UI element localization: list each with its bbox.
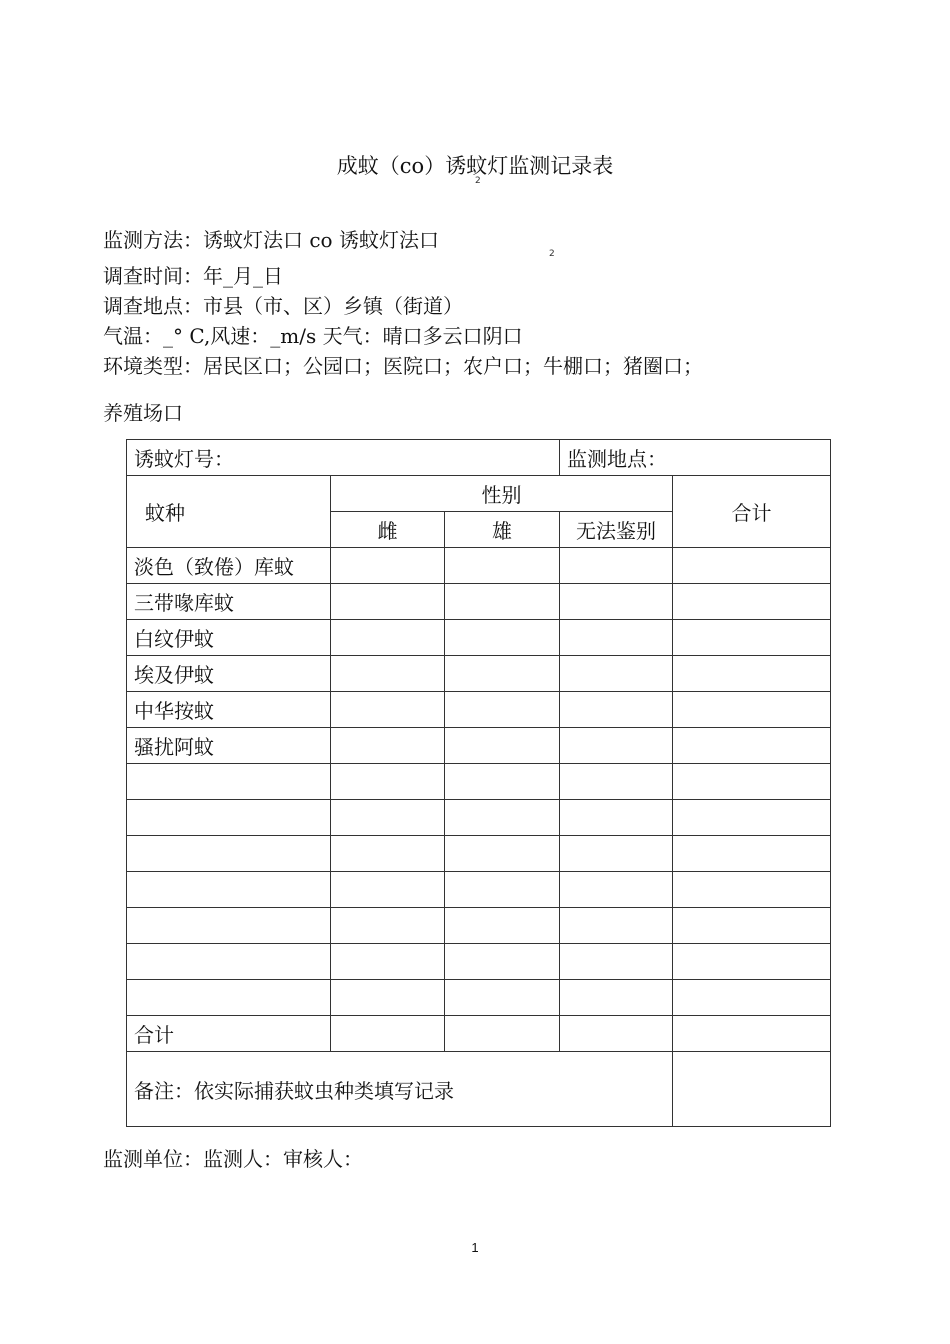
table-row	[127, 980, 831, 1016]
count-cell	[445, 980, 560, 1016]
count-cell	[331, 620, 445, 656]
site-cell: 监测地点：	[560, 440, 831, 476]
count-cell	[445, 548, 560, 584]
species-name-cell	[127, 800, 331, 836]
count-cell	[560, 944, 673, 980]
species-name-cell: 三带喙库蚊	[127, 584, 331, 620]
count-cell	[673, 872, 831, 908]
count-cell	[331, 980, 445, 1016]
species-name-cell	[127, 764, 331, 800]
species-name-cell	[127, 872, 331, 908]
unknown-header: 无法鉴别	[560, 512, 673, 548]
count-cell	[673, 944, 831, 980]
record-table	[126, 439, 831, 1127]
note-side-cell	[673, 1052, 831, 1127]
species-name-cell	[127, 908, 331, 944]
total-row	[127, 1016, 831, 1052]
species-name-cell: 淡色（致倦）库蚊	[127, 548, 331, 584]
table-row	[127, 548, 831, 584]
count-cell	[331, 836, 445, 872]
table-row	[127, 692, 831, 728]
count-cell	[331, 656, 445, 692]
count-cell	[673, 764, 831, 800]
environment-line-cont: 养殖场口	[103, 401, 183, 425]
count-cell	[445, 620, 560, 656]
method-line: 监测方法：诱蚊灯法口 co 诱蚊灯法口	[103, 228, 439, 252]
species-name-cell: 白纹伊蚊	[127, 620, 331, 656]
count-cell	[331, 728, 445, 764]
signature-line: 监测单位：监测人：审核人：	[103, 1147, 363, 1171]
count-cell	[560, 584, 673, 620]
method-subscript: 2	[549, 249, 555, 259]
count-cell	[445, 692, 560, 728]
count-cell	[331, 548, 445, 584]
table-row	[127, 872, 831, 908]
species-name-cell: 骚扰阿蚊	[127, 728, 331, 764]
table-row	[127, 908, 831, 944]
weather-line: 气温：_° C,风速：_m/s 天气：晴口多云口阴口	[103, 324, 523, 348]
count-cell	[673, 548, 831, 584]
sex-header: 性别	[331, 476, 673, 512]
count-cell	[560, 620, 673, 656]
species-name-cell: 中华按蚊	[127, 692, 331, 728]
note-row	[127, 1052, 831, 1127]
total-header: 合计	[673, 476, 831, 548]
count-cell	[445, 944, 560, 980]
count-cell	[560, 548, 673, 584]
count-cell	[331, 908, 445, 944]
count-cell	[673, 836, 831, 872]
count-cell	[331, 944, 445, 980]
count-cell	[331, 872, 445, 908]
species-header: 蚊种	[127, 476, 331, 548]
table-row	[127, 836, 831, 872]
page-title: 成蚊（co）诱蚊灯监测记录表	[336, 154, 614, 178]
count-cell	[673, 620, 831, 656]
environment-line: 环境类型：居民区口；公园口；医院口；农户口；牛棚口；猪圈口；	[103, 354, 703, 378]
count-cell	[673, 908, 831, 944]
count-cell	[331, 584, 445, 620]
count-cell	[560, 728, 673, 764]
count-cell	[560, 872, 673, 908]
count-cell	[445, 800, 560, 836]
count-cell	[673, 584, 831, 620]
count-cell	[560, 836, 673, 872]
table-row	[127, 800, 831, 836]
table-row	[127, 620, 831, 656]
page-number: 1	[471, 1240, 479, 1255]
note-cell: 备注：依实际捕获蚊虫种类填写记录	[127, 1052, 673, 1127]
total-cell	[673, 1016, 831, 1052]
count-cell	[445, 656, 560, 692]
location-line: 调查地点：市县（市、区）乡镇（街道）	[103, 294, 463, 318]
species-name-cell	[127, 944, 331, 980]
species-name-cell	[127, 836, 331, 872]
count-cell	[560, 980, 673, 1016]
table-row	[127, 944, 831, 980]
count-cell	[445, 728, 560, 764]
count-cell	[445, 908, 560, 944]
table-row	[127, 656, 831, 692]
count-cell	[445, 764, 560, 800]
lamp-number-cell: 诱蚊灯号：	[127, 440, 560, 476]
count-cell	[445, 836, 560, 872]
count-cell	[331, 764, 445, 800]
count-cell	[673, 728, 831, 764]
total-cell	[445, 1016, 560, 1052]
count-cell	[560, 800, 673, 836]
male-header: 雄	[445, 512, 560, 548]
count-cell	[560, 656, 673, 692]
count-cell	[560, 764, 673, 800]
count-cell	[331, 800, 445, 836]
table-row	[127, 728, 831, 764]
table-row	[127, 764, 831, 800]
title-subscript: 2	[475, 176, 481, 186]
female-header: 雌	[331, 512, 445, 548]
total-row-label: 合计	[127, 1016, 331, 1052]
count-cell	[560, 908, 673, 944]
count-cell	[673, 800, 831, 836]
count-cell	[673, 980, 831, 1016]
total-cell	[331, 1016, 445, 1052]
species-name-cell: 埃及伊蚊	[127, 656, 331, 692]
count-cell	[673, 656, 831, 692]
table-row	[127, 584, 831, 620]
count-cell	[445, 872, 560, 908]
count-cell	[560, 692, 673, 728]
count-cell	[445, 584, 560, 620]
count-cell	[331, 692, 445, 728]
species-name-cell	[127, 980, 331, 1016]
date-line: 调查时间：年_月_日	[103, 264, 283, 288]
count-cell	[673, 692, 831, 728]
total-cell	[560, 1016, 673, 1052]
